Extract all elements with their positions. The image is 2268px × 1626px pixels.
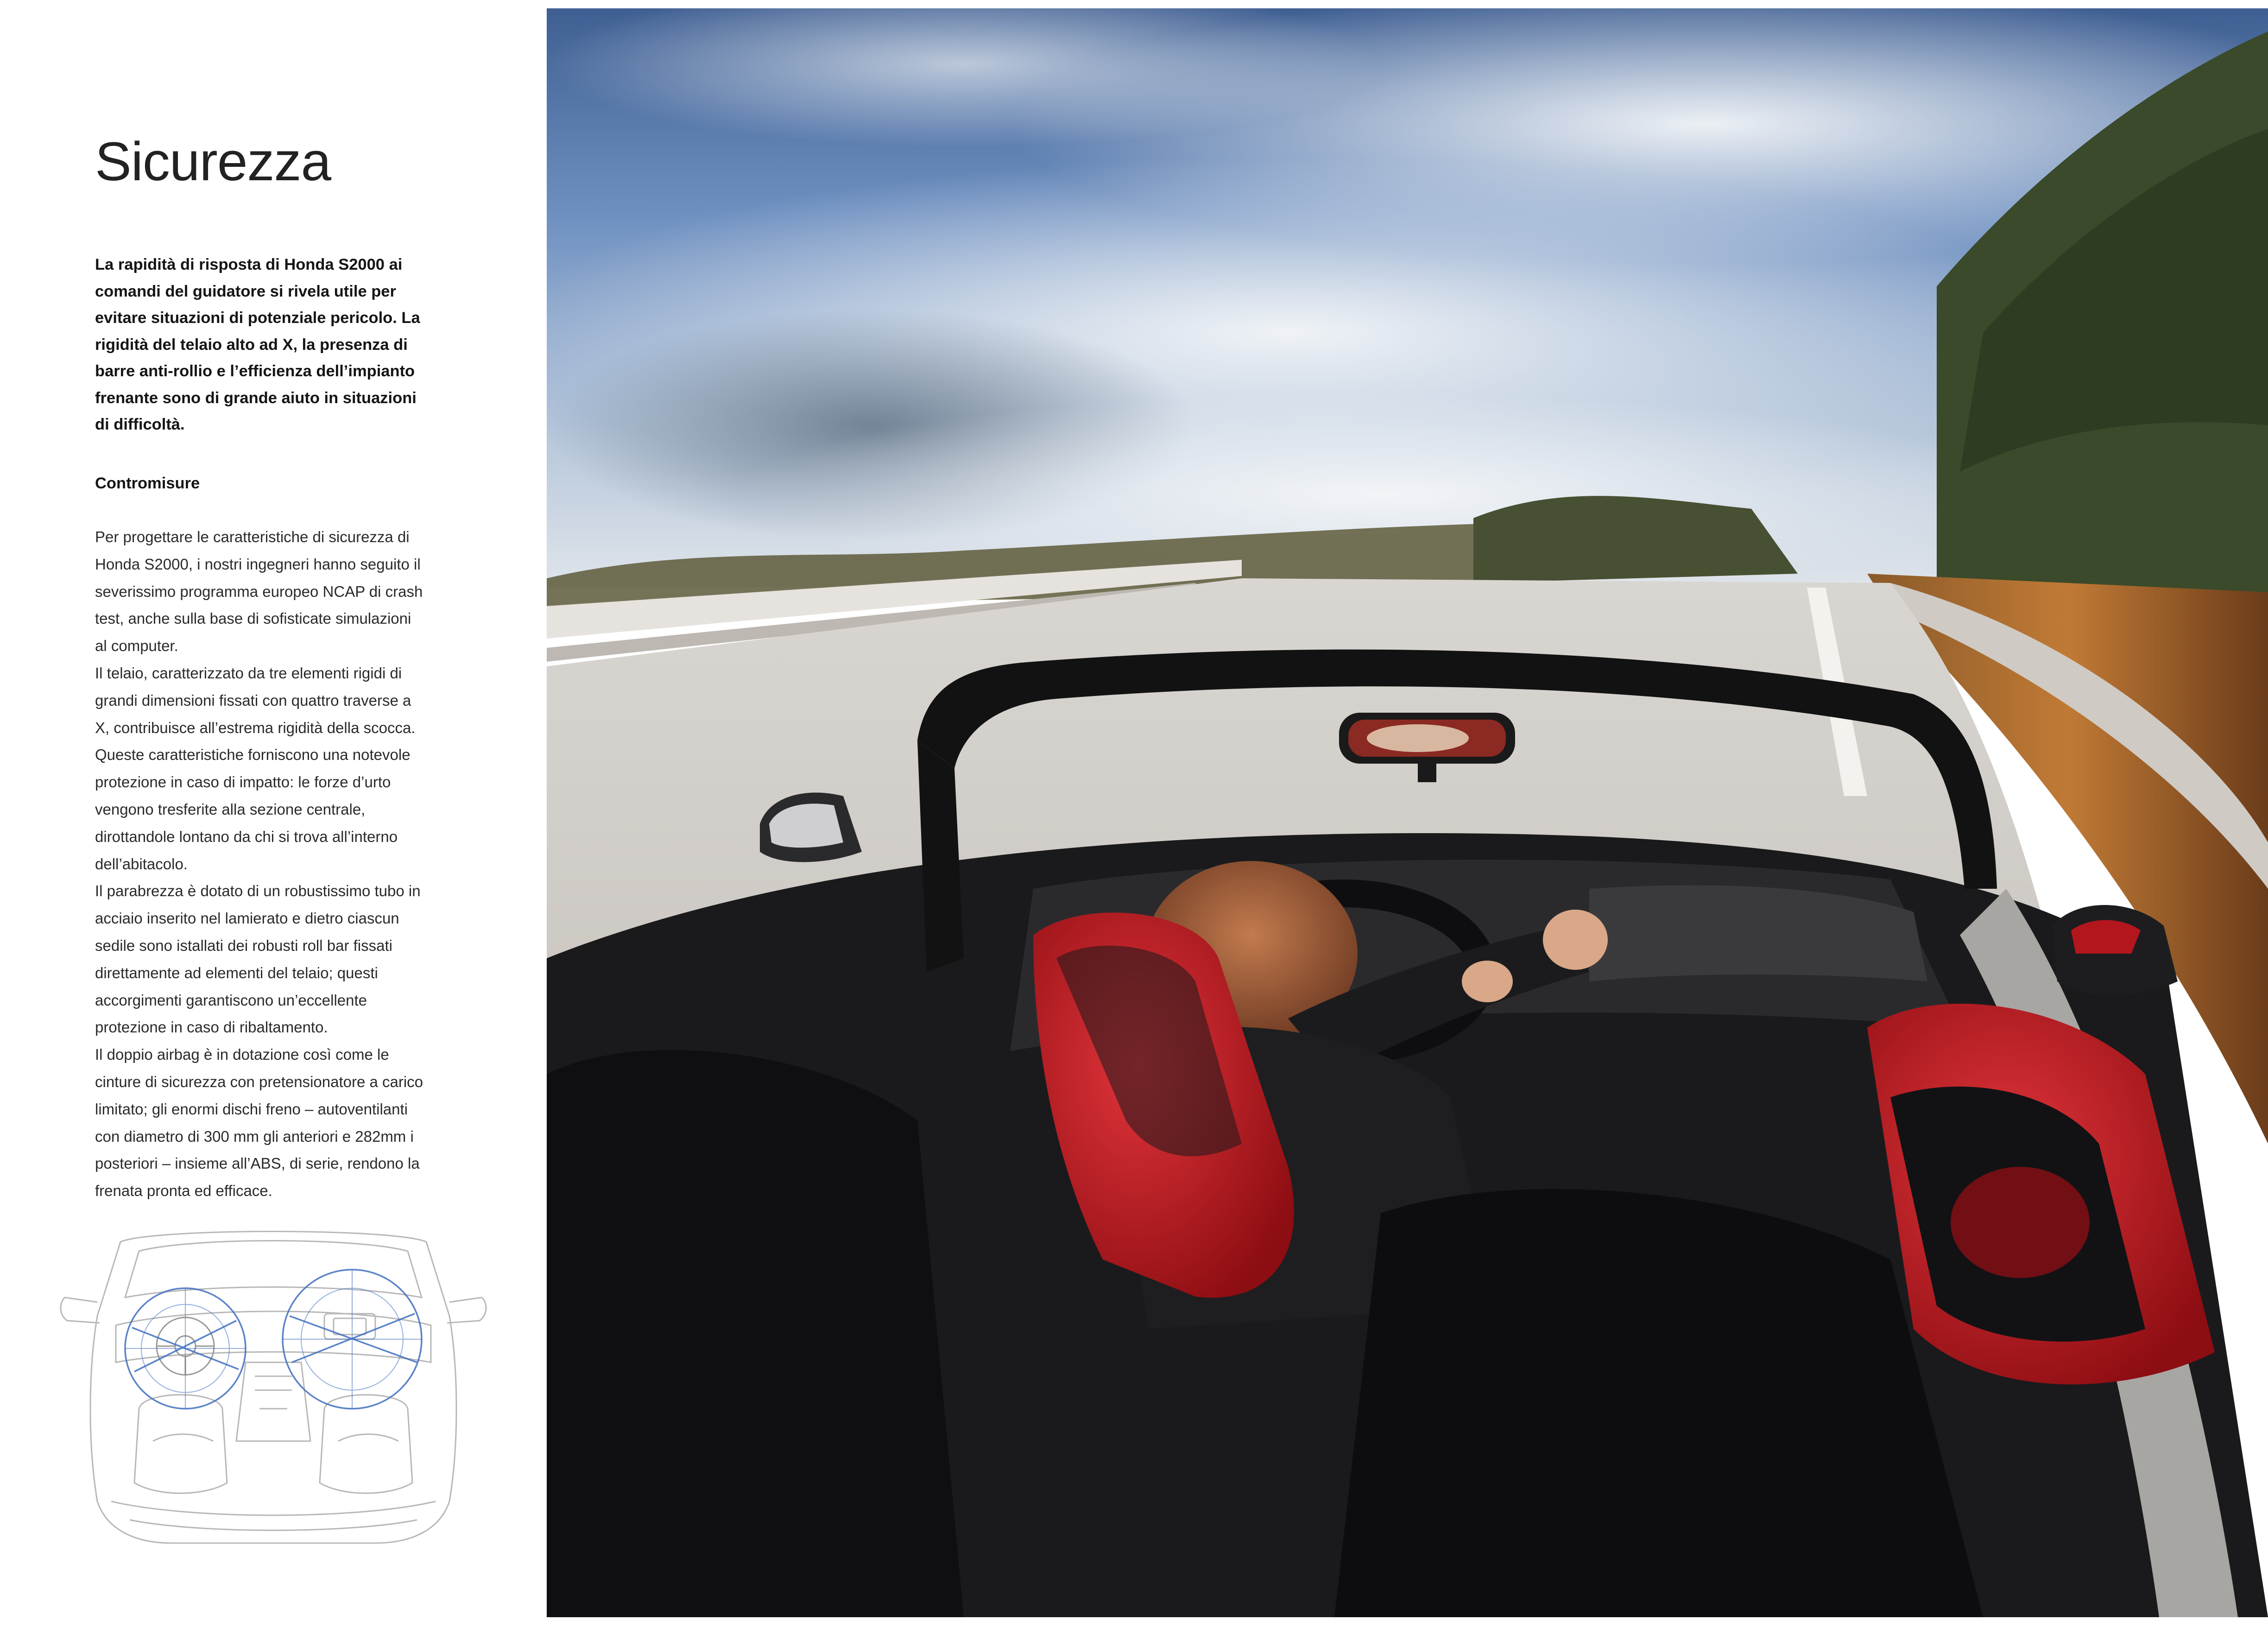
body-line: protezione in caso di ribaltamento. — [95, 1019, 328, 1036]
body-line: frenata pronta ed efficace. — [95, 1182, 272, 1200]
lead-line: barre anti-rollio e l’efficienza dell’impianto — [95, 362, 415, 380]
body-line: grandi dimensioni fissati con quattro traverse a — [95, 691, 411, 709]
page-title: Sicurezza — [95, 131, 331, 192]
body-paragraph — [95, 524, 466, 1205]
body-line: Per progettare le caratteristiche di sicurezza di — [95, 528, 410, 545]
body-line: Il doppio airbag è in dotazione così come le — [95, 1046, 389, 1063]
body-line: vengono tresferite alla sezione centrale, — [95, 800, 366, 818]
body-line: X, contribuisce all’estrema rigidità della scocca. — [95, 719, 416, 736]
body-line: accorgimenti garantiscono un’eccellente — [95, 991, 367, 1009]
body-line: test, anche sulla base di sofisticate simulazioni — [95, 610, 411, 627]
lead-line: rigidità del telaio alto ad X, la presenza di — [95, 335, 408, 354]
body-line: sedile sono istallati dei robusti roll bar fissati — [95, 936, 392, 954]
lead-paragraph — [95, 252, 461, 438]
body-line: limitato; gli enormi dischi freno – autoventilanti — [95, 1100, 408, 1118]
body-line: acciaio inserito nel lamierato e dietro ciascun — [95, 910, 399, 927]
body-line: con diametro di 300 mm gli anteriori e 282mm i — [95, 1127, 414, 1145]
body-line: cinture di sicurezza con pretensionatore a carico — [95, 1073, 423, 1090]
lead-line: evitare situazioni di potenziale pericolo. La — [95, 309, 420, 327]
hero-photo — [547, 8, 2268, 1617]
body-line: posteriori – insieme all’ABS, di serie, rendono la — [95, 1155, 420, 1172]
airbag-illustration — [51, 1223, 496, 1548]
lead-line: frenante sono di grande aiuto in situazioni — [95, 389, 417, 407]
body-line: dell’abitacolo. — [95, 855, 188, 873]
lead-line: di difficoltà. — [95, 416, 185, 433]
body-line: Il telaio, caratterizzato da tre elementi rigidi di — [95, 664, 402, 682]
lead-line: La rapidità di risposta di Honda S2000 ai — [95, 256, 403, 273]
body-line: direttamente ad elementi del telaio; questi — [95, 964, 378, 981]
body-line: al computer. — [95, 637, 178, 655]
body-line: severissimo programma europeo NCAP di crash — [95, 582, 423, 600]
body-line: Honda S2000, i nostri ingegneri hanno seguito il — [95, 555, 421, 573]
lead-line: comandi del guidatore si rivela utile per — [95, 282, 396, 300]
body-line: Il parabrezza è dotato di un robustissimo tubo in — [95, 882, 421, 900]
body-line: protezione in caso di impatto: le forze d’urto — [95, 773, 391, 791]
section-heading: Contromisure — [95, 475, 200, 492]
body-line: Queste caratteristiche forniscono una notevole — [95, 746, 411, 764]
body-line: dirottandole lontano da chi si trova all’interno — [95, 828, 398, 845]
